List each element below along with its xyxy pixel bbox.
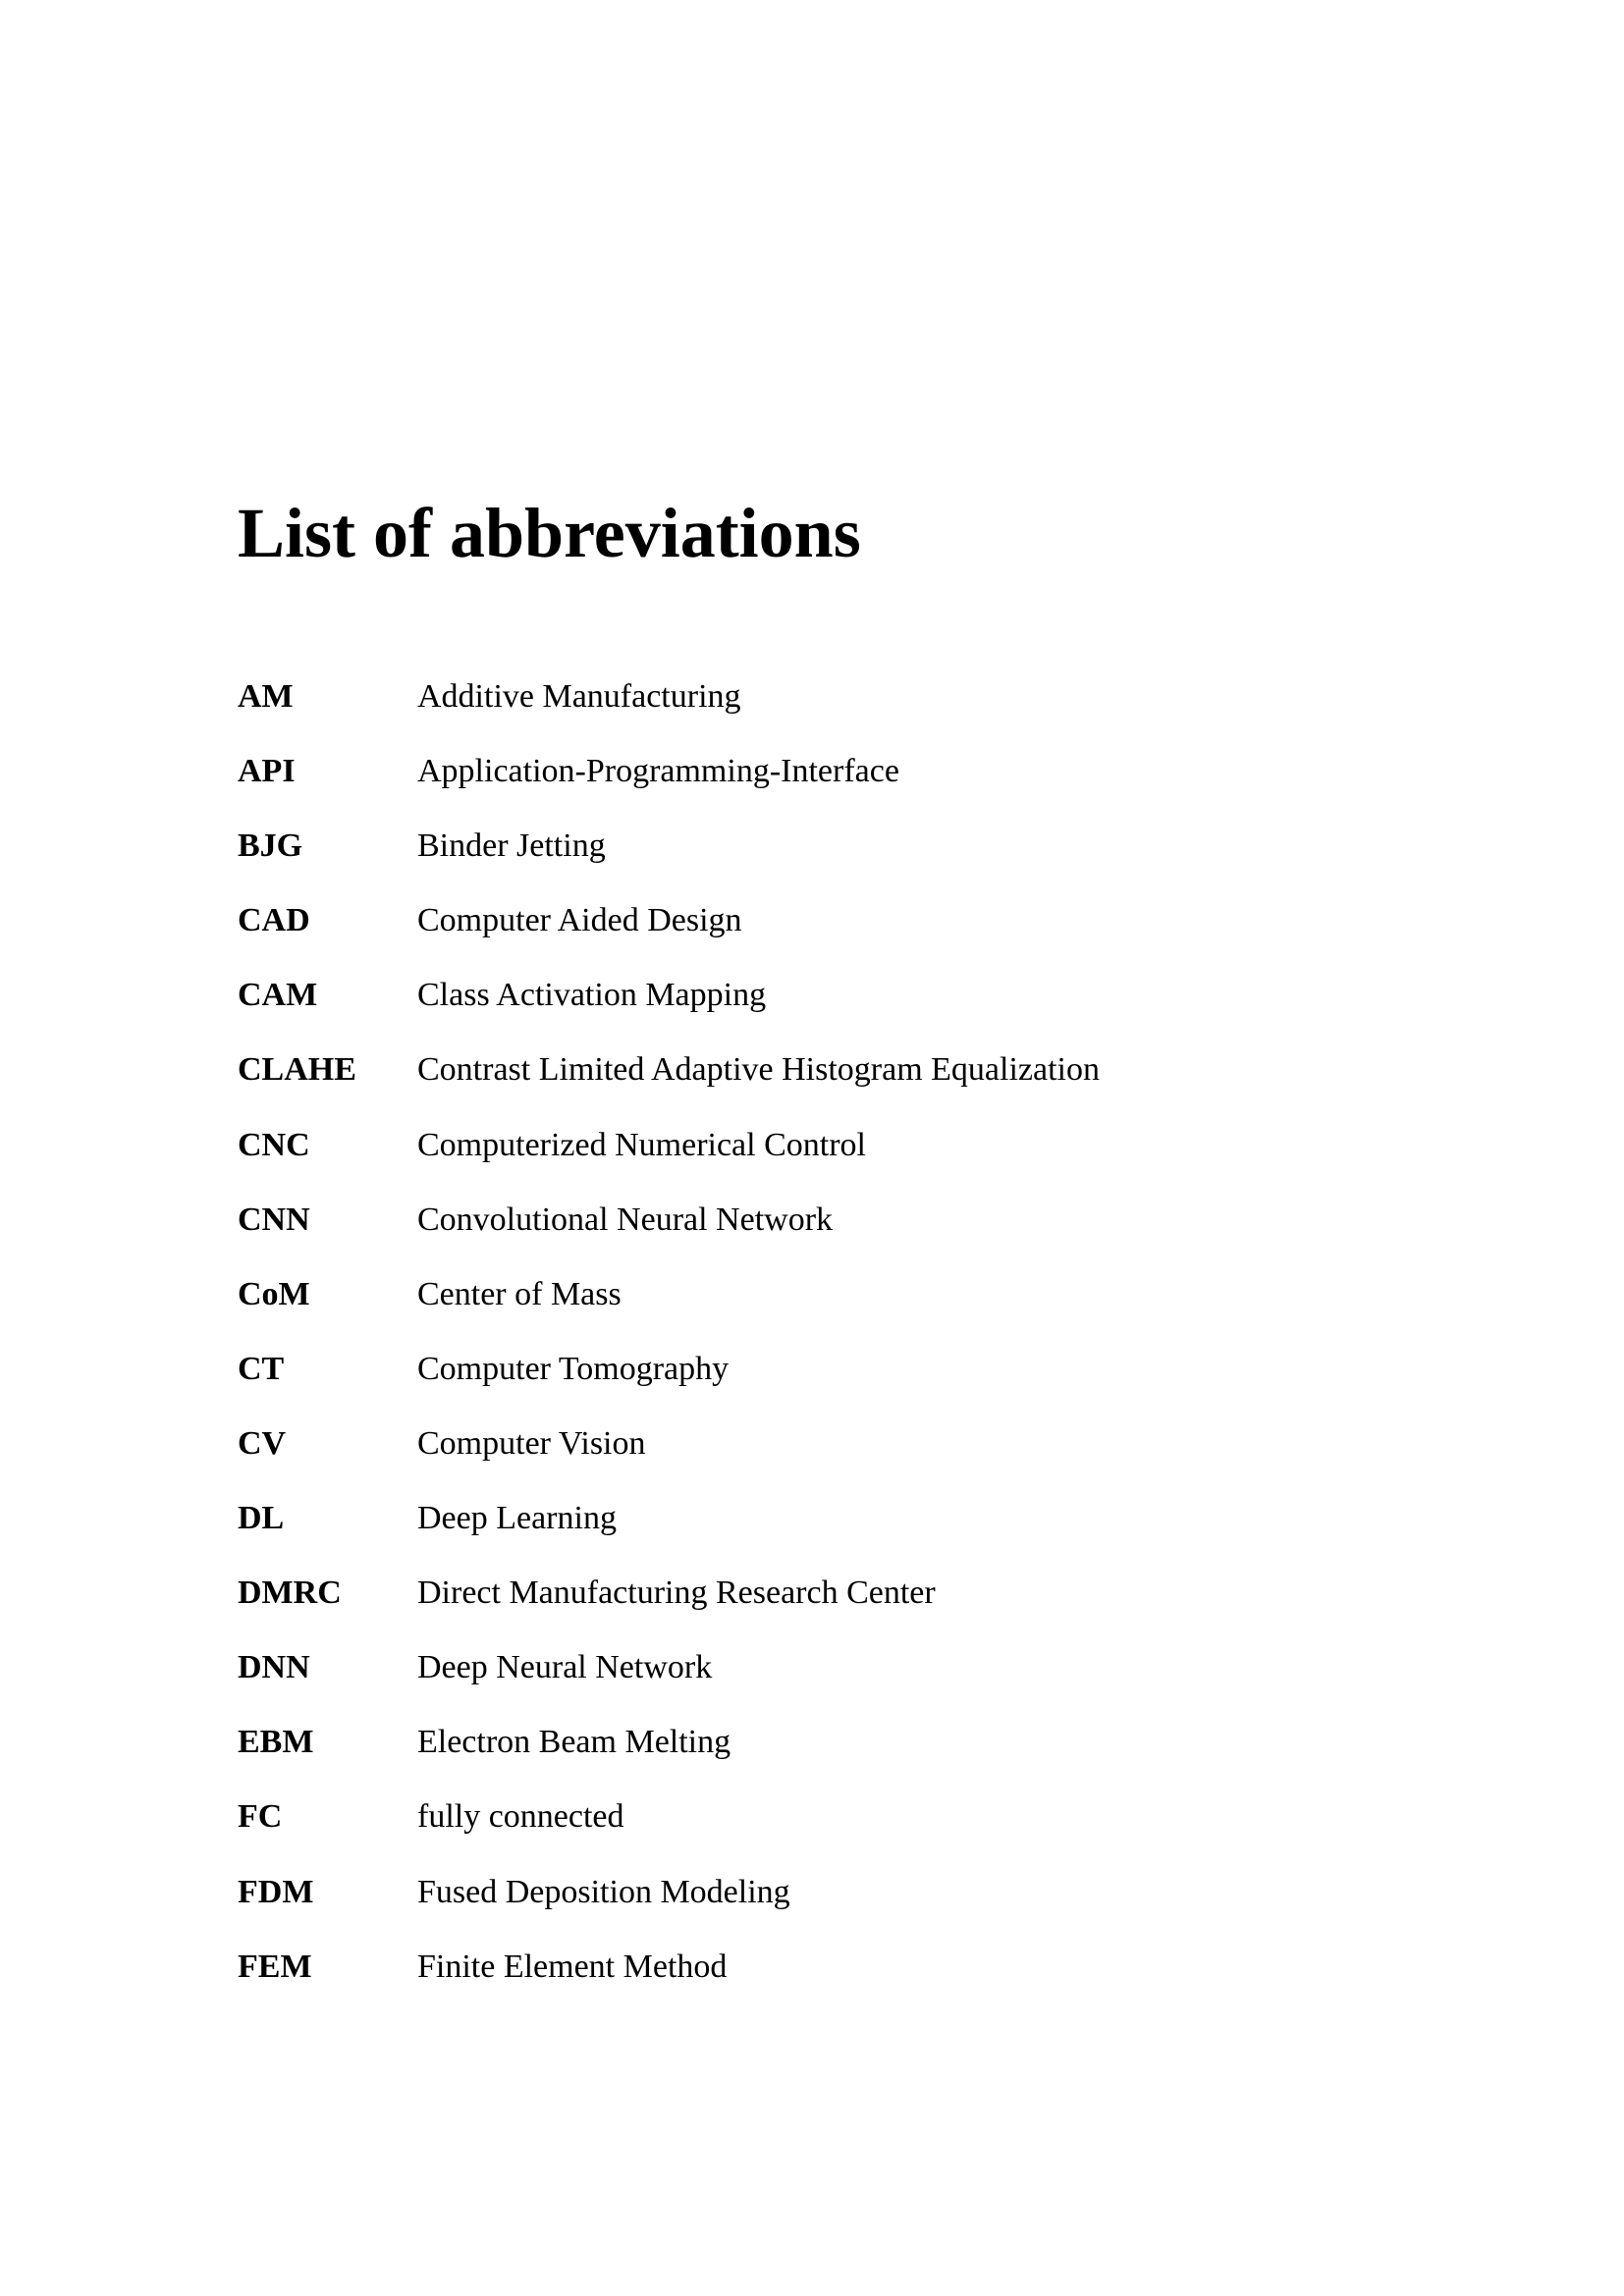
- abbreviation-term: API: [238, 753, 296, 790]
- abbreviation-term: DNN: [238, 1649, 310, 1686]
- abbreviation-definition: Direct Manufacturing Research Center: [417, 1575, 936, 1612]
- abbreviation-definition: Computer Aided Design: [417, 902, 742, 939]
- abbreviation-row: [238, 976, 1100, 1050]
- abbreviation-row: [238, 901, 1100, 976]
- abbreviation-term: CoM: [238, 1275, 310, 1312]
- abbreviation-row: [238, 1275, 1100, 1350]
- abbreviation-term: CAM: [238, 977, 318, 1014]
- abbreviation-definition: Contrast Limited Adaptive Histogram Equalization: [417, 1051, 1100, 1089]
- abbreviation-definition: Computer Tomography: [417, 1350, 730, 1387]
- abbreviation-term: DMRC: [238, 1575, 342, 1612]
- abbreviation-definition: fully connected: [417, 1798, 624, 1836]
- abbreviation-term: AM: [238, 678, 294, 715]
- abbreviation-term: EBM: [238, 1724, 314, 1761]
- abbreviation-definition: Deep Neural Network: [417, 1649, 713, 1686]
- abbreviation-row: [238, 1499, 1100, 1574]
- abbreviation-row: [238, 1873, 1100, 1948]
- abbreviation-row: [238, 1350, 1100, 1424]
- abbreviation-definition: Finite Element Method: [417, 1948, 728, 1985]
- abbreviation-definition: Deep Learning: [417, 1500, 617, 1537]
- abbreviation-definition: Center of Mass: [417, 1275, 622, 1312]
- abbreviation-term: FDM: [238, 1873, 314, 1910]
- abbreviation-row: [238, 1723, 1100, 1797]
- abbreviation-definition: Fused Deposition Modeling: [417, 1873, 790, 1910]
- abbreviation-definition: Binder Jetting: [417, 828, 606, 865]
- abbreviation-term: CT: [238, 1350, 285, 1387]
- abbreviation-definition: Convolutional Neural Network: [417, 1201, 834, 1238]
- abbreviation-definition: Electron Beam Melting: [417, 1724, 731, 1761]
- abbreviation-definition: Computer Vision: [417, 1424, 646, 1462]
- abbreviation-row: [238, 1948, 1100, 2022]
- abbreviation-term: CNN: [238, 1201, 310, 1238]
- abbreviation-row: [238, 1424, 1100, 1499]
- abbreviation-row: [238, 1797, 1100, 1872]
- abbreviation-definition: Computerized Numerical Control: [417, 1126, 866, 1163]
- abbreviation-row: [238, 1050, 1100, 1125]
- abbreviation-list: [238, 677, 1100, 2022]
- abbreviation-term: CAD: [238, 902, 310, 939]
- abbreviation-row: [238, 1574, 1100, 1648]
- abbreviation-row: [238, 752, 1100, 827]
- abbreviation-definition: Application-Programming-Interface: [417, 753, 899, 790]
- abbreviation-term: DL: [238, 1500, 285, 1537]
- abbreviation-term: FEM: [238, 1948, 312, 1985]
- abbreviation-row: [238, 1126, 1100, 1201]
- abbreviation-term: CNC: [238, 1126, 310, 1163]
- abbreviation-definition: Class Activation Mapping: [417, 977, 767, 1014]
- abbreviation-term: CLAHE: [238, 1051, 356, 1089]
- abbreviation-row: [238, 1201, 1100, 1275]
- abbreviation-term: FC: [238, 1798, 283, 1836]
- abbreviation-row: [238, 827, 1100, 901]
- abbreviation-row: [238, 1648, 1100, 1723]
- page-title: List of abbreviations: [238, 494, 861, 572]
- abbreviation-definition: Additive Manufacturing: [417, 678, 741, 715]
- abbreviation-row: [238, 677, 1100, 752]
- abbreviation-term: CV: [238, 1424, 287, 1462]
- abbreviation-term: BJG: [238, 828, 303, 865]
